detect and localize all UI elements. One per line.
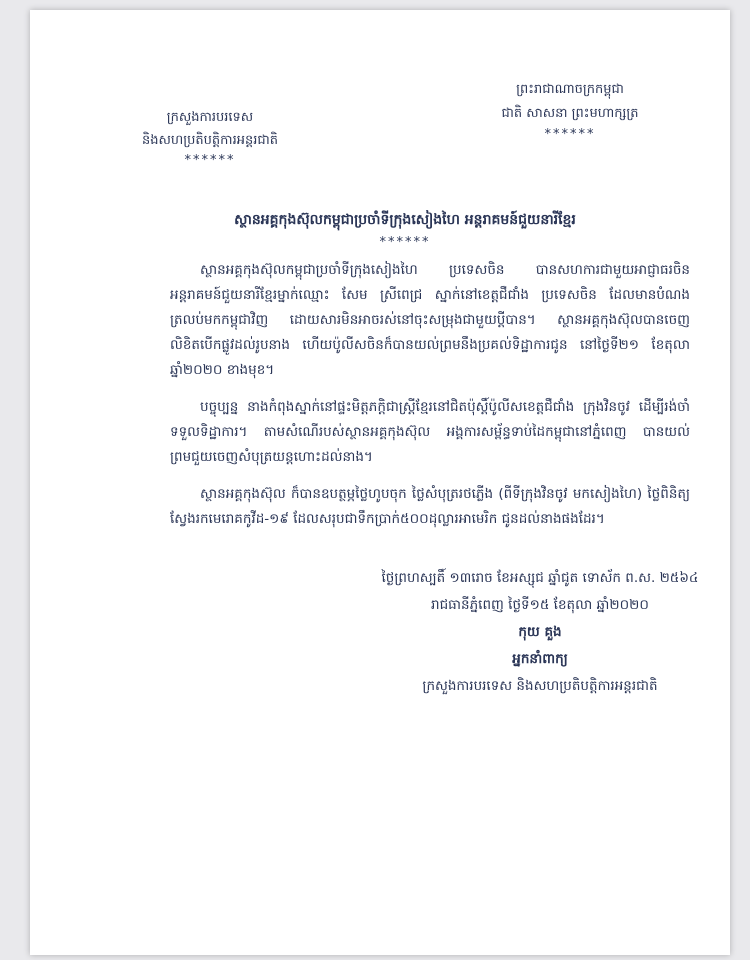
ministry-name-line1: ក្រសួងការបរទេស	[166, 110, 254, 125]
paragraph-1: ស្ថានអគ្គកុងស៊ុលកម្ពុជាប្រចាំទីក្រុងសៀងហៃ ប្រទេសចិន បានសហការជាមួយអាជ្ញាធរចិន អន្តរាគមន៍ជួយនារីខ្មែរម្នាក់ឈ្មោះ សែម ស្រីពេជ្រ ស្នាក់នៅខេត្តជឺជាំង ប្រទេសចិន ដែលមានបំណងត្រលប់មកកម្ពុជាវិញ ដោយសារមិនអាចរស់នៅចុះសម្រុងជាមួយប្តីបាន។ ស្ថានអគ្គកុងស៊ុលបានចេញលិខិតបើកផ្លូវដល់រូបនាង ហើយប៉ូលីសចិនក៏បានយល់ព្រមនឹងប្រគល់ទិដ្ឋាការជូន នៅថ្ងៃទី២១ ខែតុលា ឆ្នាំ២០២០ ខាងមុខ។	[170, 262, 690, 378]
national-motto: ជាតិ សាសនា ព្រះមហាក្សត្រ	[501, 106, 639, 121]
issuing-ministry: ក្រសួងការបរទេស និងសហប្រតិបត្តិការអន្តរជាតិ	[422, 678, 658, 694]
document-page	[30, 10, 730, 955]
document-title: ស្ថានអគ្គកុងស៊ុលកម្ពុជាប្រចាំទីក្រុងសៀងហៃ អន្តរាគមន៍ជួយនារីខ្មែរ	[234, 212, 576, 228]
ministry-header-stars: ******	[184, 153, 236, 168]
signature-block	[330, 565, 750, 700]
kingdom-header	[485, 78, 655, 144]
paragraph-3: ស្ថានអគ្គកុងស៊ុល ក៏បានឧបត្ថម្ភថ្លៃហូបចុក ថ្លៃសំបុត្ររថភ្លើង (ពីទីក្រុងវិនចូវ មកសៀងហៃ) ថ្លៃពិនិត្យស្វែងរកមេរោគកូវីដ-១៩ ដែលសរុបជាទឹកប្រាក់៥០០ដុល្លារអាមេរិក ជូនដល់នាងផងដែរ។	[170, 486, 690, 527]
title-stars: ******	[379, 235, 431, 250]
ministry-name-line2: និងសហប្រតិបត្តិការអន្តរជាតិ	[142, 133, 278, 148]
place-date: រាជធានីភ្នំពេញ ថ្ងៃទី១៥ ខែតុលា ឆ្នាំ២០២០	[431, 597, 649, 613]
kingdom-header-stars: ******	[544, 127, 596, 142]
kingdom-name: ព្រះរាជាណាចក្រកម្ពុជា	[516, 82, 624, 97]
signer-title: អ្នកនាំពាក្យ	[512, 651, 568, 667]
lunar-date: ថ្ងៃព្រហស្បតិ៍ ១៣រោច ខែអស្សុជ ឆ្នាំជូត ទោស័ក ព.ស. ២៥៦៤	[381, 570, 699, 586]
document-body	[170, 258, 690, 544]
paragraph-2: បច្ចុប្បន្ន នាងកំពុងស្នាក់នៅផ្ទះមិត្តភក្តិជាស្ត្រីខ្មែរនៅជិតប៉ុស្តិ៍ប៉ូលីសខេត្តជឺជាំង ក្រុងវិនចូវ ដើម្បីរង់ចាំទទួលទិដ្ឋាការ។ តាមសំណើរបស់ស្ថានអគ្គកុងស៊ុល អង្គការសម្ព័ន្ធទាប់ដៃកម្ពុជានៅភ្នំពេញ បានយល់ព្រមជួយចេញសំបុត្រយន្តហោះដល់នាង។	[170, 399, 690, 465]
ministry-header	[115, 106, 305, 170]
signer-name: កុយ គួង	[518, 624, 562, 640]
